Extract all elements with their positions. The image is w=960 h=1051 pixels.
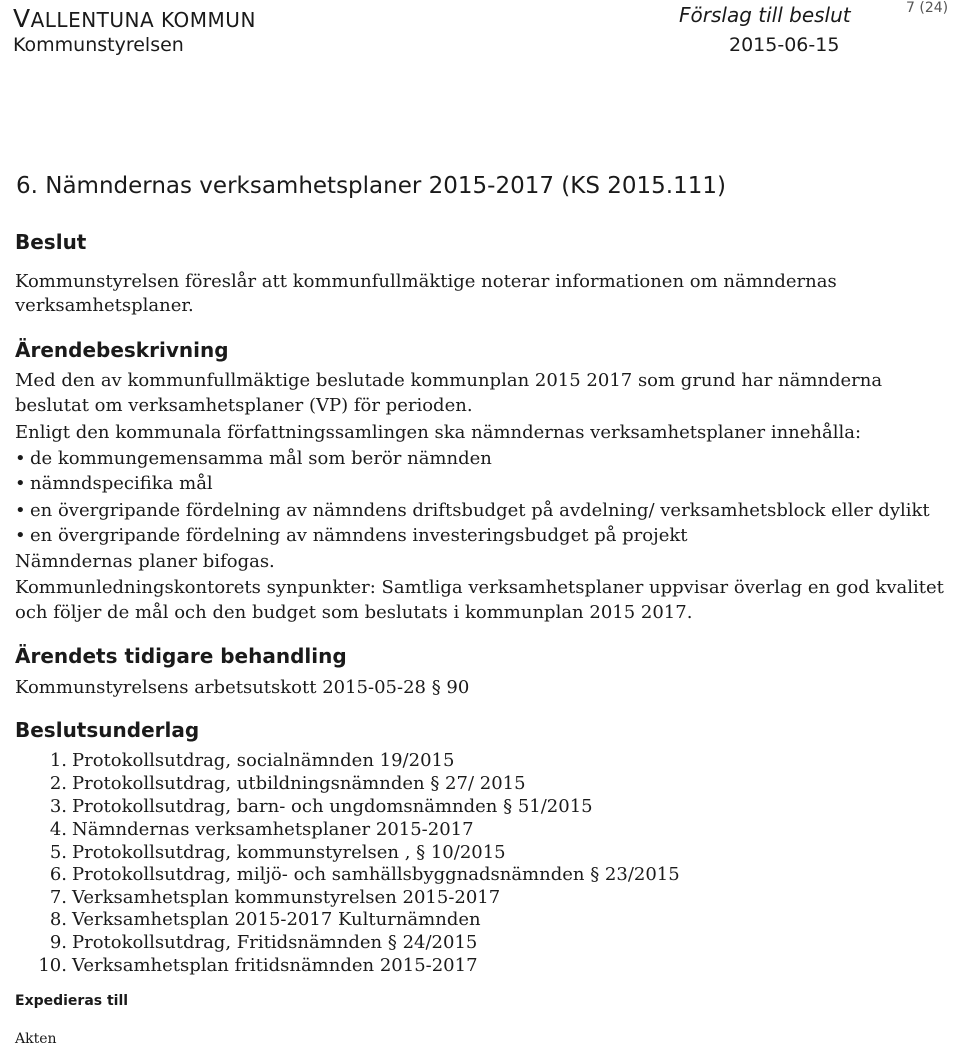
- description-line: Enligt den kommunala författningssamlingen ska nämndernas verksamhetsplaner innehålla:: [15, 422, 862, 443]
- description-line: Med den av kommunfullmäktige beslutade kommunplan 2015 2017 som grund har nämnderna: [15, 370, 883, 391]
- bullet-item: • en övergripande fördelning av nämndens investeringsbudget på projekt: [15, 525, 688, 546]
- section-title-beslutsunderlag: Beslutsunderlag: [15, 718, 200, 742]
- list-number: 5.: [49, 842, 67, 863]
- list-text: Protokollsutdrag, miljö- och samhällsbyggnadsnämnden § 23/2015: [72, 864, 680, 885]
- description-line: Kommunledningskontorets synpunkter: Samtliga verksamhetsplaner uppvisar överlag en god kvalitet: [15, 577, 944, 598]
- section-title-tidigare-behandling: Ärendets tidigare behandling: [15, 644, 347, 668]
- bullet-item: • de kommungemensamma mål som berör nämnden: [15, 448, 492, 469]
- page-number: 7 (24): [906, 0, 949, 16]
- list-text: Verksamhetsplan 2015-2017 Kulturnämnden: [72, 909, 481, 930]
- list-text: Protokollsutdrag, barn- och ungdomsnämnden § 51/2015: [72, 796, 593, 817]
- bullet-item: • nämndspecifika mål: [15, 473, 213, 494]
- list-number: 6.: [49, 864, 67, 885]
- description-line: och följer de mål och den budget som beslutats i kommunplan 2015 2017.: [15, 602, 693, 623]
- list-text: Nämndernas verksamhetsplaner 2015-2017: [72, 819, 474, 840]
- beslut-text-line: verksamhetsplaner.: [15, 295, 194, 316]
- bullet-icon: •: [15, 448, 26, 469]
- description-line: beslutat om verksamhetsplaner (VP) för perioden.: [15, 395, 473, 416]
- list-number: 3.: [49, 796, 67, 817]
- document-date: 2015-06-15: [729, 34, 840, 56]
- list-text: Verksamhetsplan fritidsnämnden 2015-2017: [72, 955, 478, 976]
- list-number: 1.: [49, 750, 67, 771]
- list-number: 9.: [49, 932, 67, 953]
- expedieras-recipient: Akten: [15, 1031, 57, 1047]
- list-number: 10.: [38, 955, 67, 976]
- tidigare-behandling-line: Kommunstyrelsens arbetsutskott 2015-05-28 § 90: [15, 677, 470, 698]
- list-number: 8.: [49, 909, 67, 930]
- list-text: Protokollsutdrag, Fritidsnämnden § 24/2015: [72, 932, 478, 953]
- beslut-text-line: Kommunstyrelsen föreslår att kommunfullmäktige noterar informationen om nämndernas: [15, 271, 837, 292]
- bullet-icon: •: [15, 473, 26, 494]
- document-type: Förslag till beslut: [679, 3, 851, 27]
- list-number: 4.: [49, 819, 67, 840]
- item-heading: 6. Nämndernas verksamhetsplaner 2015-2017 (KS 2015.111): [16, 173, 726, 199]
- list-text: Protokollsutdrag, kommunstyrelsen , § 10/2015: [72, 842, 506, 863]
- department-name: Kommunstyrelsen: [13, 34, 184, 56]
- list-number: 2.: [49, 773, 67, 794]
- organization-name: VALLENTUNA KOMMUN: [13, 4, 256, 33]
- bullet-item: • en övergripande fördelning av nämndens driftsbudget på avdelning/ verksamhetsblock eller dylikt: [15, 500, 930, 521]
- section-title-expedieras: Expedieras till: [15, 993, 129, 1009]
- section-title-beslut: Beslut: [15, 230, 87, 254]
- bullet-icon: •: [15, 500, 26, 521]
- list-text: Protokollsutdrag, utbildningsnämnden § 27/ 2015: [72, 773, 526, 794]
- description-line: Nämndernas planer bifogas.: [15, 551, 275, 572]
- list-number: 7.: [49, 887, 67, 908]
- list-text: Verksamhetsplan kommunstyrelsen 2015-2017: [72, 887, 501, 908]
- list-text: Protokollsutdrag, socialnämnden 19/2015: [72, 750, 455, 771]
- section-title-arendebeskrivning: Ärendebeskrivning: [15, 338, 229, 362]
- bullet-icon: •: [15, 525, 26, 546]
